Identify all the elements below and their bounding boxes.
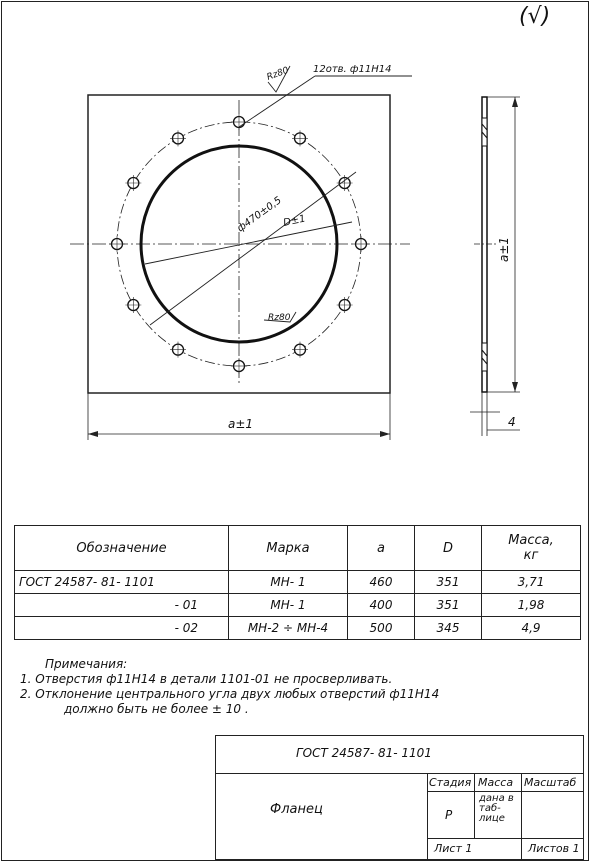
cell-mass: 1,98 [482, 594, 581, 617]
cell-designation: - 02 [15, 617, 229, 640]
cell-a: 400 [348, 594, 415, 617]
cell-grade: МН-2 ÷ МН-4 [229, 617, 348, 640]
stage-header: Стадия [429, 776, 472, 789]
cell-designation: - 01 [15, 594, 229, 617]
title-block-name: Фланец [270, 802, 323, 817]
notes [20, 657, 439, 717]
cell-mass: 3,71 [482, 571, 581, 594]
cell-d: 345 [415, 617, 482, 640]
cell-designation: ГОСТ 24587- 81- 1101 [15, 571, 229, 594]
scale-header: Масштаб [524, 776, 577, 789]
title-block-doc: ГОСТ 24587- 81- 1101 [296, 746, 432, 760]
hole-leader [239, 76, 315, 127]
height-label: а±1 [497, 236, 511, 262]
header-designation: Обозначение [15, 526, 229, 571]
diameter-label: ф470±0,5 [235, 195, 284, 235]
notes-title: Примечания: [45, 657, 128, 671]
note-item: должно быть не более ± 10 . [64, 702, 249, 716]
mass-value: дана в таб- лице [479, 793, 514, 824]
note-item: 1. Отверстия ф11Н14 в детали 1101-01 не просверливать. [20, 672, 393, 686]
sheets-label: Листов 1 [528, 842, 580, 855]
thickness-label: 4 [508, 415, 516, 429]
table-header-row [15, 526, 581, 571]
inner-diameter-label: D±1 [282, 213, 307, 229]
header-a: a [348, 526, 415, 571]
cell-grade: МН- 1 [229, 571, 348, 594]
table-row [15, 617, 581, 640]
header-mass: Масса, кг [482, 526, 581, 571]
roughness-inner-label: Rz80 [268, 313, 291, 323]
mass-header: Масса [478, 776, 514, 789]
specification-table [14, 525, 581, 640]
note-item: 2. Отклонение центрального угла двух любых отверстий ф11Н14 [20, 687, 440, 701]
cell-d: 351 [415, 594, 482, 617]
cell-mass: 4,9 [482, 617, 581, 640]
table-row [15, 571, 581, 594]
hole-callout-label: 12отв. ф11Н14 [313, 64, 392, 75]
width-label: а±1 [228, 417, 254, 431]
cell-a: 460 [348, 571, 415, 594]
surface-roughness-mark: (√) [519, 4, 551, 29]
header-d: D [415, 526, 482, 571]
roughness-top-label: Rz80 [265, 65, 291, 83]
title-block [215, 735, 584, 860]
header-grade: Марка [229, 526, 348, 571]
sheet-label: Лист 1 [434, 842, 473, 855]
table-row [15, 594, 581, 617]
cell-a: 500 [348, 617, 415, 640]
cell-d: 351 [415, 571, 482, 594]
stage-value: Р [445, 808, 453, 822]
diameter-dimension-line [150, 172, 356, 325]
cell-grade: МН- 1 [229, 594, 348, 617]
